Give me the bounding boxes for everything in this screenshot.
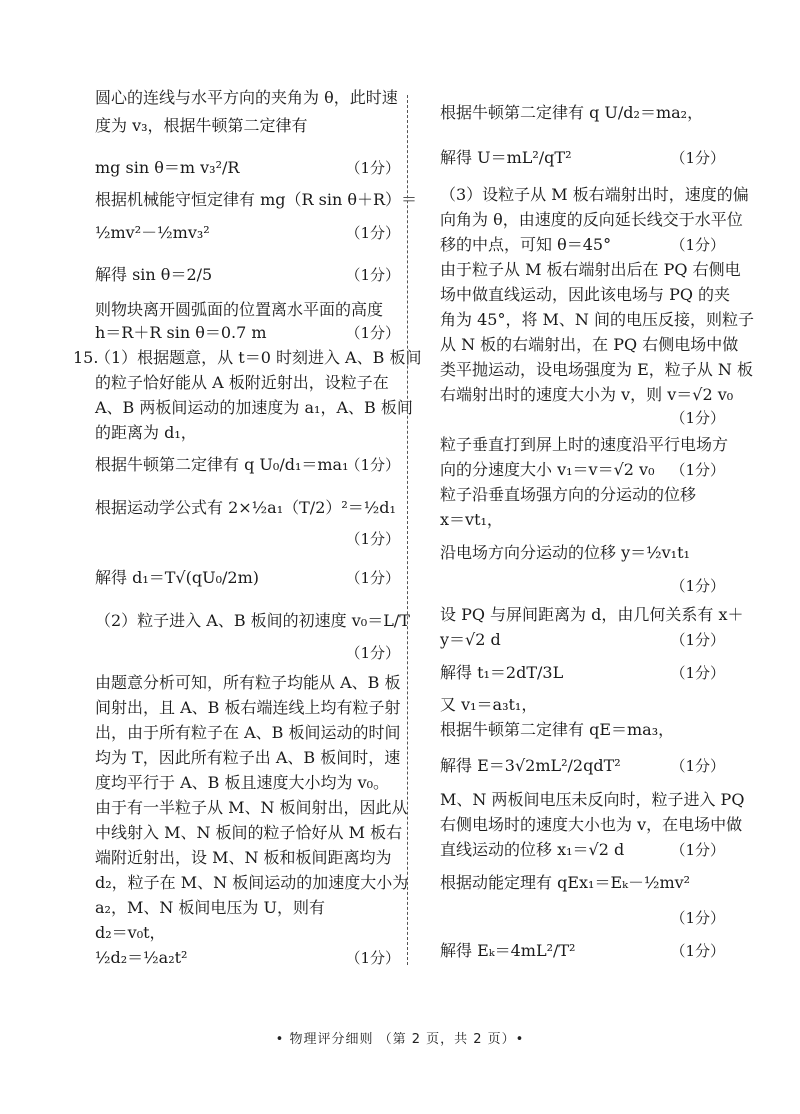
score-mark: （1分） [670,664,725,682]
text-line: 根据牛顿第二定律有 q U₀/d₁＝ma₁ [95,455,349,474]
text-line: 根据动能定理有 qEx₁＝Eₖ－½mv² [440,873,691,892]
text-line: 解得 E＝3√2mL²/2qdT² [440,756,621,775]
text-line: 根据牛顿第二定律有 qE＝ma₃， [440,720,675,739]
text-line: mg sin θ＝m v₃²/R [95,158,240,177]
score-mark: （1分） [670,461,725,479]
text-line: M、N 两板间电压未反向时，粒子进入 PQ [440,790,745,809]
text-line: 度为 v₃，根据牛顿第二定律有 [95,116,308,135]
text-line: 的粒子恰好能从 A 板附近射出，设粒子在 [95,373,389,392]
text-line: 则物块离开圆弧面的位置离水平面的高度 [95,300,384,319]
score-mark: （1分） [670,757,725,775]
score-mark: （1分） [345,644,400,662]
text-line: 直线运动的位移 x₁＝√2 d [440,840,625,859]
text-line: 根据牛顿第二定律有 q U/d₂＝ma₂， [440,103,704,122]
score-mark: （1分） [670,631,725,649]
text-line: 解得 d₁＝T√(qU₀/2m) [95,568,259,587]
text-line: 右侧电场时的速度大小也为 v，在电场中做 [440,815,743,834]
text-line: 度均平行于 A、B 板且速度大小均为 v₀。 [95,773,390,792]
score-mark: （1分） [345,530,400,548]
text-line: 根据运动学公式有 2×½a₁（T/2）²＝½d₁ [95,498,396,517]
text-line: 从 N 板的右端射出，在 PQ 右侧电场中做 [440,335,739,354]
text-line: 向的分速度大小 v₁＝v＝√2 v₀ [440,460,655,479]
text-line: 由于有一半粒子从 M、N 板间射出，因此从 [95,798,408,817]
column-divider [407,95,408,965]
text-line: 根据机械能守恒定律有 mg（R sin θ＋R）＝ [95,190,418,209]
text-line: a₂，M、N 板间电压为 U，则有 [95,898,325,917]
text-line: 场中做直线运动，因此该电场与 PQ 的夹 [440,285,731,304]
text-line: 解得 sin θ＝2/5 [95,265,213,284]
text-line: 粒子沿垂直场强方向的分运动的位移 [440,485,697,504]
score-mark: （1分） [670,909,725,927]
text-line: ½d₂＝½a₂t² [95,948,188,967]
text-line: A、B 两板间运动的加速度为 a₁，A、B 板间 [95,398,413,417]
text-line: 解得 U＝mL²/qT² [440,148,572,167]
text-line: 的距离为 d₁， [95,423,197,442]
text-line: （2）粒子进入 A、B 板间的初速度 v₀＝L/T [95,611,410,630]
score-mark: （1分） [670,942,725,960]
text-line: 端附近射出，设 M、N 板和板间距离均为 [95,848,392,867]
score-mark: （1分） [345,456,400,474]
score-mark: （1分） [670,841,725,859]
score-mark: （1分） [345,159,400,177]
score-mark: （1分） [345,324,400,342]
text-line: 角为 45°，将 M、N 间的电压反接，则粒子 [440,310,755,329]
text-line: d₂，粒子在 M、N 板间运动的加速度大小为 [95,873,409,892]
score-mark: （1分） [670,577,725,595]
text-line: （3）设粒子从 M 板右端射出时，速度的偏 [440,185,749,204]
text-line: x＝vt₁， [440,510,503,529]
text-line: 向角为 θ，由速度的反向延长线交于水平位 [440,210,743,229]
score-mark: （1分） [345,224,400,242]
page-footer: • 物理评分细则 （第 2 页，共 2 页）• [275,1032,525,1047]
score-mark: （1分） [345,569,400,587]
text-line: 由题意分析可知，所有粒子均能从 A、B 板 [95,673,401,692]
question-number: 15. [73,348,99,367]
text-line: 中线射入 M、N 板间的粒子恰好从 M 板右 [95,823,403,842]
text-line: 又 v₁＝a₃t₁， [440,695,538,714]
text-line: 间射出，且 A、B 板右端连线上均有粒子射 [95,698,401,717]
text-line: （1）根据题意，从 t＝0 时刻进入 A、B 板间 [95,348,422,367]
score-mark: （1分） [670,409,725,427]
text-line: d₂＝v₀t， [95,923,166,942]
text-line: 解得 t₁＝2dT/3L [440,663,564,682]
text-line: 右端射出时的速度大小为 v，则 v＝√2 v₀ [440,385,734,404]
text-line: 粒子垂直打到屏上时的速度沿平行电场方 [440,435,729,454]
score-mark: （1分） [670,236,725,254]
text-line: 解得 Eₖ＝4mL²/T² [440,941,576,960]
score-mark: （1分） [345,949,400,967]
text-line: h＝R＋R sin θ＝0.7 m [95,323,267,342]
text-line: 均为 T，因此所有粒子出 A、B 板间时，速 [95,748,401,767]
text-line: 移的中点，可知 θ＝45° [440,235,612,254]
text-line: 沿电场方向分运动的位移 y＝½v₁t₁ [440,543,690,562]
score-mark: （1分） [670,149,725,167]
text-line: y＝√2 d [440,630,501,649]
text-line: 设 PQ 与屏间距离为 d，由几何关系有 x＋ [440,605,744,624]
score-mark: （1分） [345,266,400,284]
text-line: 出，由于所有粒子在 A、B 板间运动的时间 [95,723,401,742]
text-line: 类平抛运动，设电场强度为 E，粒子从 N 板 [440,360,753,379]
text-line: 圆心的连线与水平方向的夹角为 θ，此时速 [95,88,398,107]
text-line: ½mv²－½mv₃² [95,223,210,242]
text-line: 由于粒子从 M 板右端射出后在 PQ 右侧电 [440,260,741,279]
